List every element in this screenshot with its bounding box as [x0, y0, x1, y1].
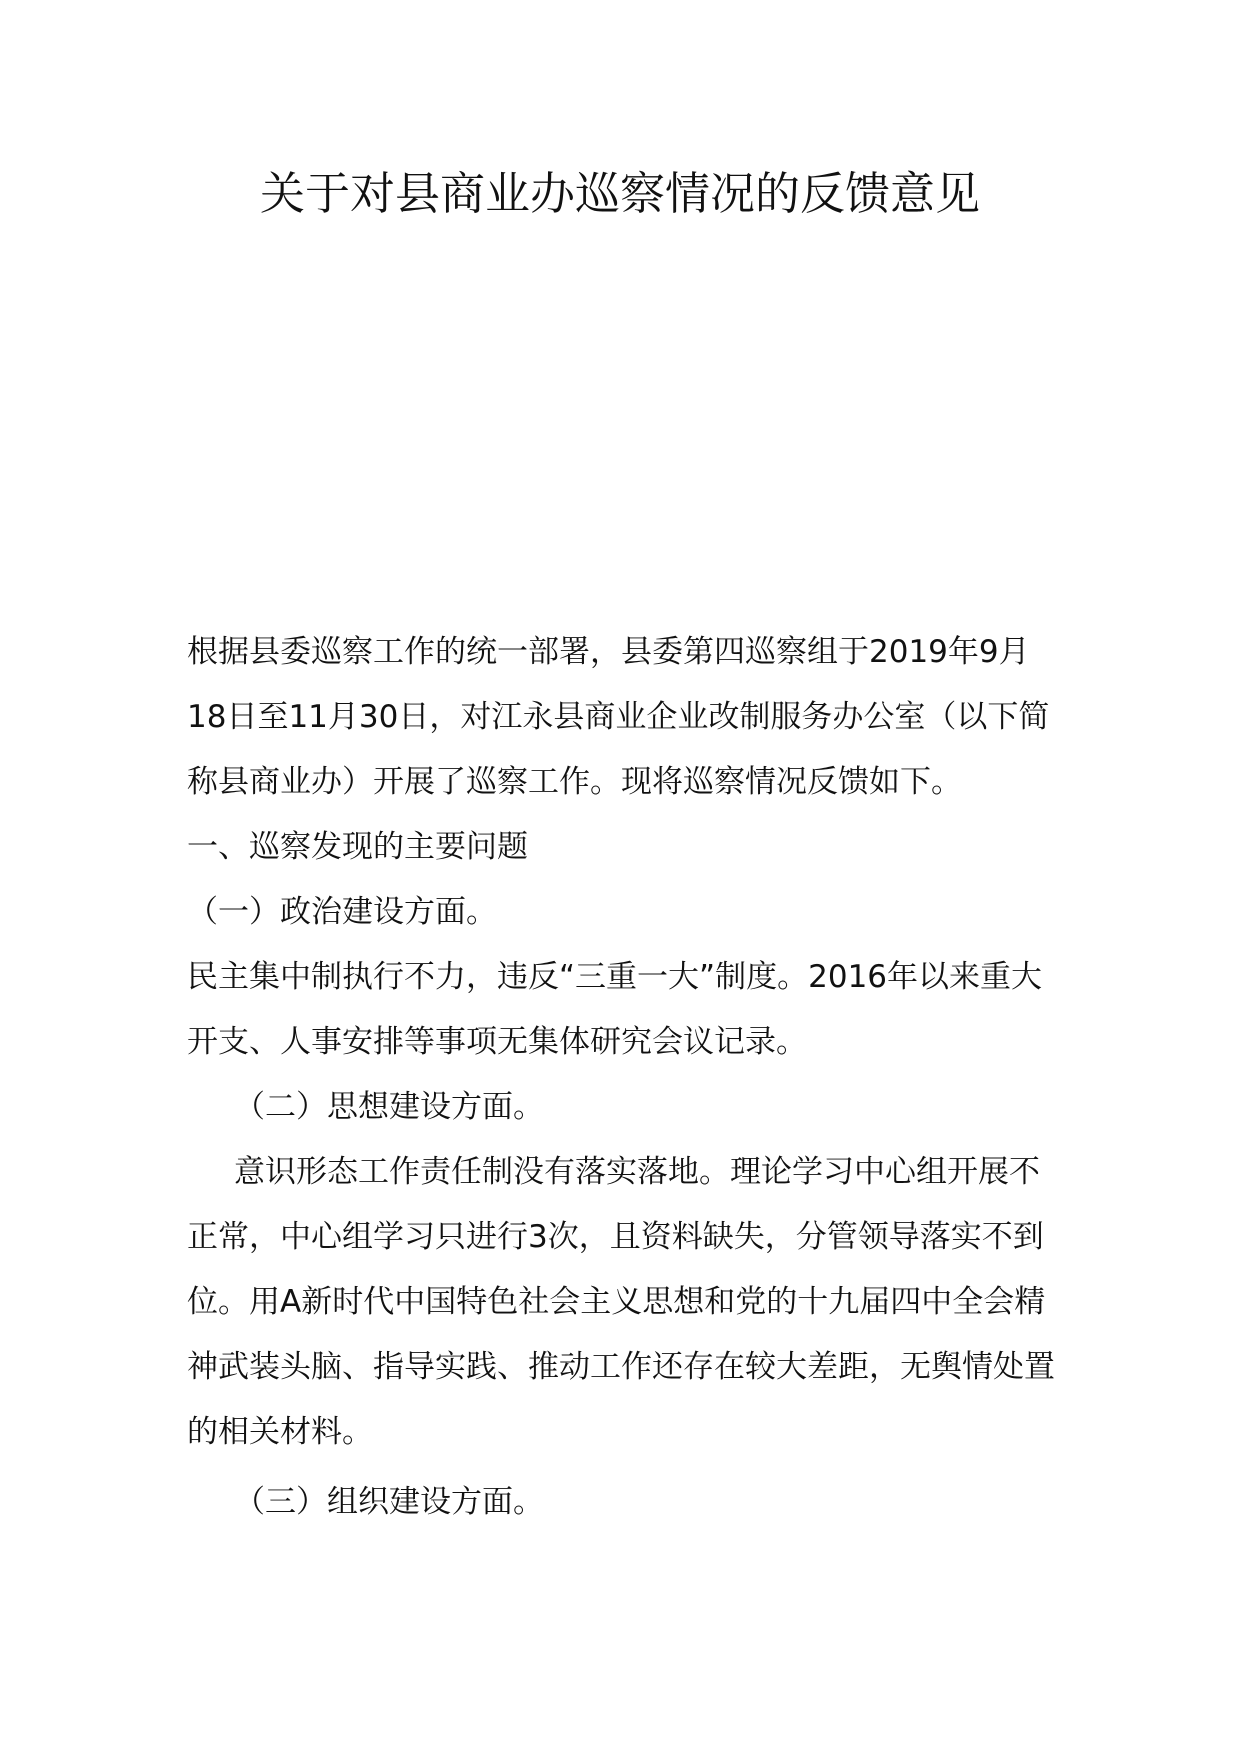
body-paragraph: 意识形态工作责任制没有落实落地。理论学习中心组开展不正常，中心组学习只进行3次，且资料缺失，分管领导落实不到位。用A新时代中国特色社会主义思想和党的十九届四中全会精神武装头脑、指导实践、推动工作还存在较大差距，无舆情处置的相关材料。: [187, 1154, 1055, 1450]
subsection-heading: （三）组织建设方面。: [234, 1484, 544, 1520]
body-paragraph: 民主集中制执行不力，违反“三重一大”制度。2016年以来重大开支、人事安排等事项无集体研究会议记录。: [187, 959, 1043, 1060]
subsection-heading: （一）政治建设方面。: [187, 894, 497, 930]
document-title: 关于对县商业办巡察情况的反馈意见: [259, 167, 980, 220]
document-body: [187, 620, 1059, 1535]
intro-paragraph: 根据县委巡察工作的统一部署，县委第四巡察组于2019年9月18日至11月30日，对江永县商业企业改制服务办公室（以下简称县商业办）开展了巡察工作。现将巡察情况反馈如下。: [187, 634, 1050, 800]
subsection-heading: （二）思想建设方面。: [234, 1089, 544, 1125]
section-heading: 一、巡察发现的主要问题: [187, 829, 528, 865]
